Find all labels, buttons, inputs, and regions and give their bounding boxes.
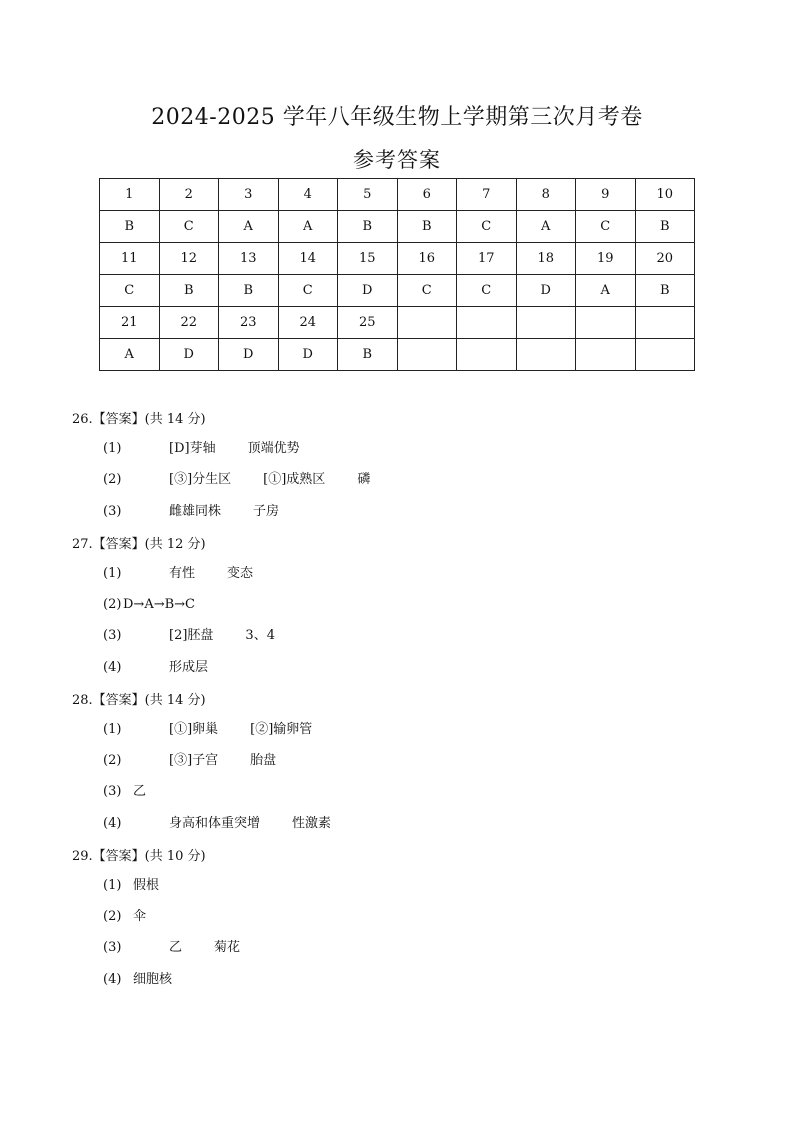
table-cell: B [159, 275, 219, 307]
table-cell: 3 [219, 179, 279, 211]
q29-l4-num: (4) [103, 972, 122, 987]
q27-line-1 [103, 564, 253, 584]
q29-l4-a: 细胞核 [133, 972, 173, 987]
q27-l4-num: (4) [103, 660, 122, 675]
table-cell: 22 [159, 307, 219, 339]
q27-heading: 27.【答案】(共 12 分) [72, 537, 206, 552]
table-cell: 5 [338, 179, 398, 211]
q27-l2-num: (2) [103, 597, 122, 612]
table-row-answers [100, 275, 695, 307]
table-cell: D [159, 339, 219, 371]
table-cell: C [457, 211, 517, 243]
q28-line-3 [103, 782, 146, 802]
table-cell: C [397, 275, 457, 307]
q28-l2-num: (2) [103, 753, 122, 768]
q27-line-3 [103, 626, 275, 646]
q28-l1-num: (1) [103, 722, 122, 737]
q26-l2-num: (2) [103, 472, 122, 487]
q27-line-2 [103, 595, 195, 615]
q29-line-3 [103, 938, 240, 958]
table-cell: 8 [516, 179, 576, 211]
table-cell: 21 [100, 307, 160, 339]
table-cell: C [100, 275, 160, 307]
table-cell: A [278, 211, 338, 243]
q27-l1-a: 有性 [169, 566, 196, 581]
table-cell: C [159, 211, 219, 243]
q27-l4-a: 形成层 [169, 660, 209, 675]
table-cell: A [219, 211, 279, 243]
q28-l1-b: [②]输卵管 [250, 722, 313, 737]
table-cell: 13 [219, 243, 279, 275]
table-cell: D [338, 275, 398, 307]
table-cell: B [397, 211, 457, 243]
q26-line-3 [103, 502, 279, 522]
q29-line-1 [103, 876, 159, 896]
table-cell: 12 [159, 243, 219, 275]
q29-l3-b: 菊花 [214, 940, 241, 955]
q28-heading: 28.【答案】(共 14 分) [72, 693, 206, 708]
q28-l1-a: [①]卵巢 [169, 722, 219, 737]
table-cell: 4 [278, 179, 338, 211]
q27-l3-num: (3) [103, 628, 122, 643]
table-cell [635, 307, 695, 339]
table-cell: 1 [100, 179, 160, 211]
table-cell: 10 [635, 179, 695, 211]
table-row-numbers [100, 307, 695, 339]
table-cell: 6 [397, 179, 457, 211]
q26-l3-num: (3) [103, 504, 122, 519]
table-cell: 18 [516, 243, 576, 275]
table-cell: D [516, 275, 576, 307]
table-cell: 15 [338, 243, 398, 275]
table-cell: C [576, 211, 636, 243]
q28-l2-a: [③]子宫 [169, 753, 219, 768]
q29-l1-a: 假根 [133, 878, 160, 893]
q28-l3-a: 乙 [133, 784, 147, 799]
table-cell: B [219, 275, 279, 307]
q26-l1-num: (1) [103, 441, 122, 456]
q29-line-4 [103, 970, 172, 990]
table-cell: 25 [338, 307, 398, 339]
table-cell [516, 307, 576, 339]
table-cell [635, 339, 695, 371]
table-cell: 2 [159, 179, 219, 211]
q27-l2-a: D→A→B→C [123, 597, 195, 612]
q28-l4-num: (4) [103, 816, 122, 831]
table-cell [576, 339, 636, 371]
q28-l2-b: 胎盘 [250, 753, 277, 768]
table-cell: C [457, 275, 517, 307]
table-cell [397, 307, 457, 339]
table-cell: 17 [457, 243, 517, 275]
q27-l3-b: 3、4 [245, 628, 275, 643]
q29-heading: 29.【答案】(共 10 分) [72, 849, 206, 864]
table-cell: A [516, 211, 576, 243]
table-row-numbers [100, 179, 695, 211]
answer-table [99, 178, 695, 371]
q26-l2-b: [①]成熟区 [263, 472, 326, 487]
table-cell: 16 [397, 243, 457, 275]
table-cell: 9 [576, 179, 636, 211]
q28-line-1 [103, 720, 312, 740]
table-cell [397, 339, 457, 371]
q27-l1-num: (1) [103, 566, 122, 581]
page-subtitle: 参考答案 [353, 148, 441, 172]
q26-line-1 [103, 439, 300, 459]
q26-line-2 [103, 470, 370, 490]
q28-l4-b: 性激素 [292, 816, 332, 831]
table-cell: B [635, 275, 695, 307]
q26-heading: 26.【答案】(共 14 分) [72, 412, 206, 427]
q26-l2-c: 磷 [357, 472, 371, 487]
q27-line-4 [103, 658, 208, 678]
table-cell: 11 [100, 243, 160, 275]
table-row-numbers [100, 243, 695, 275]
table-cell [516, 339, 576, 371]
table-cell: 23 [219, 307, 279, 339]
table-cell: A [576, 275, 636, 307]
page-title: 2024-2025 学年八年级生物上学期第三次月考卷 [151, 105, 643, 130]
table-cell: 24 [278, 307, 338, 339]
q29-l2-a: 伞 [133, 909, 147, 924]
q26-l1-a: [D]芽轴 [169, 441, 216, 456]
table-cell: D [278, 339, 338, 371]
q27-l3-a: [2]胚盘 [169, 628, 214, 643]
table-cell [457, 307, 517, 339]
q26-l2-a: [③]分生区 [169, 472, 232, 487]
q26-l1-b: 顶端优势 [247, 441, 300, 456]
q28-l3-num: (3) [103, 784, 122, 799]
table-cell [457, 339, 517, 371]
q28-line-4 [103, 814, 331, 834]
q26-l3-b: 子房 [253, 504, 280, 519]
table-cell: B [338, 339, 398, 371]
q26-l3-a: 雌雄同株 [169, 504, 222, 519]
q28-line-2 [103, 751, 276, 771]
q27-l1-b: 变态 [227, 566, 254, 581]
table-cell: B [338, 211, 398, 243]
q29-l1-num: (1) [103, 878, 122, 893]
q29-l3-num: (3) [103, 940, 122, 955]
table-cell: C [278, 275, 338, 307]
q29-line-2 [103, 907, 146, 927]
table-cell: 7 [457, 179, 517, 211]
table-row-answers [100, 211, 695, 243]
table-cell: B [635, 211, 695, 243]
q29-l2-num: (2) [103, 909, 122, 924]
table-cell: A [100, 339, 160, 371]
table-cell: 20 [635, 243, 695, 275]
q29-l3-a: 乙 [169, 940, 183, 955]
q28-l4-a: 身高和体重突增 [169, 816, 261, 831]
table-cell: 19 [576, 243, 636, 275]
table-row-answers [100, 339, 695, 371]
table-cell: D [219, 339, 279, 371]
table-cell: 14 [278, 243, 338, 275]
table-cell [576, 307, 636, 339]
table-cell: B [100, 211, 160, 243]
